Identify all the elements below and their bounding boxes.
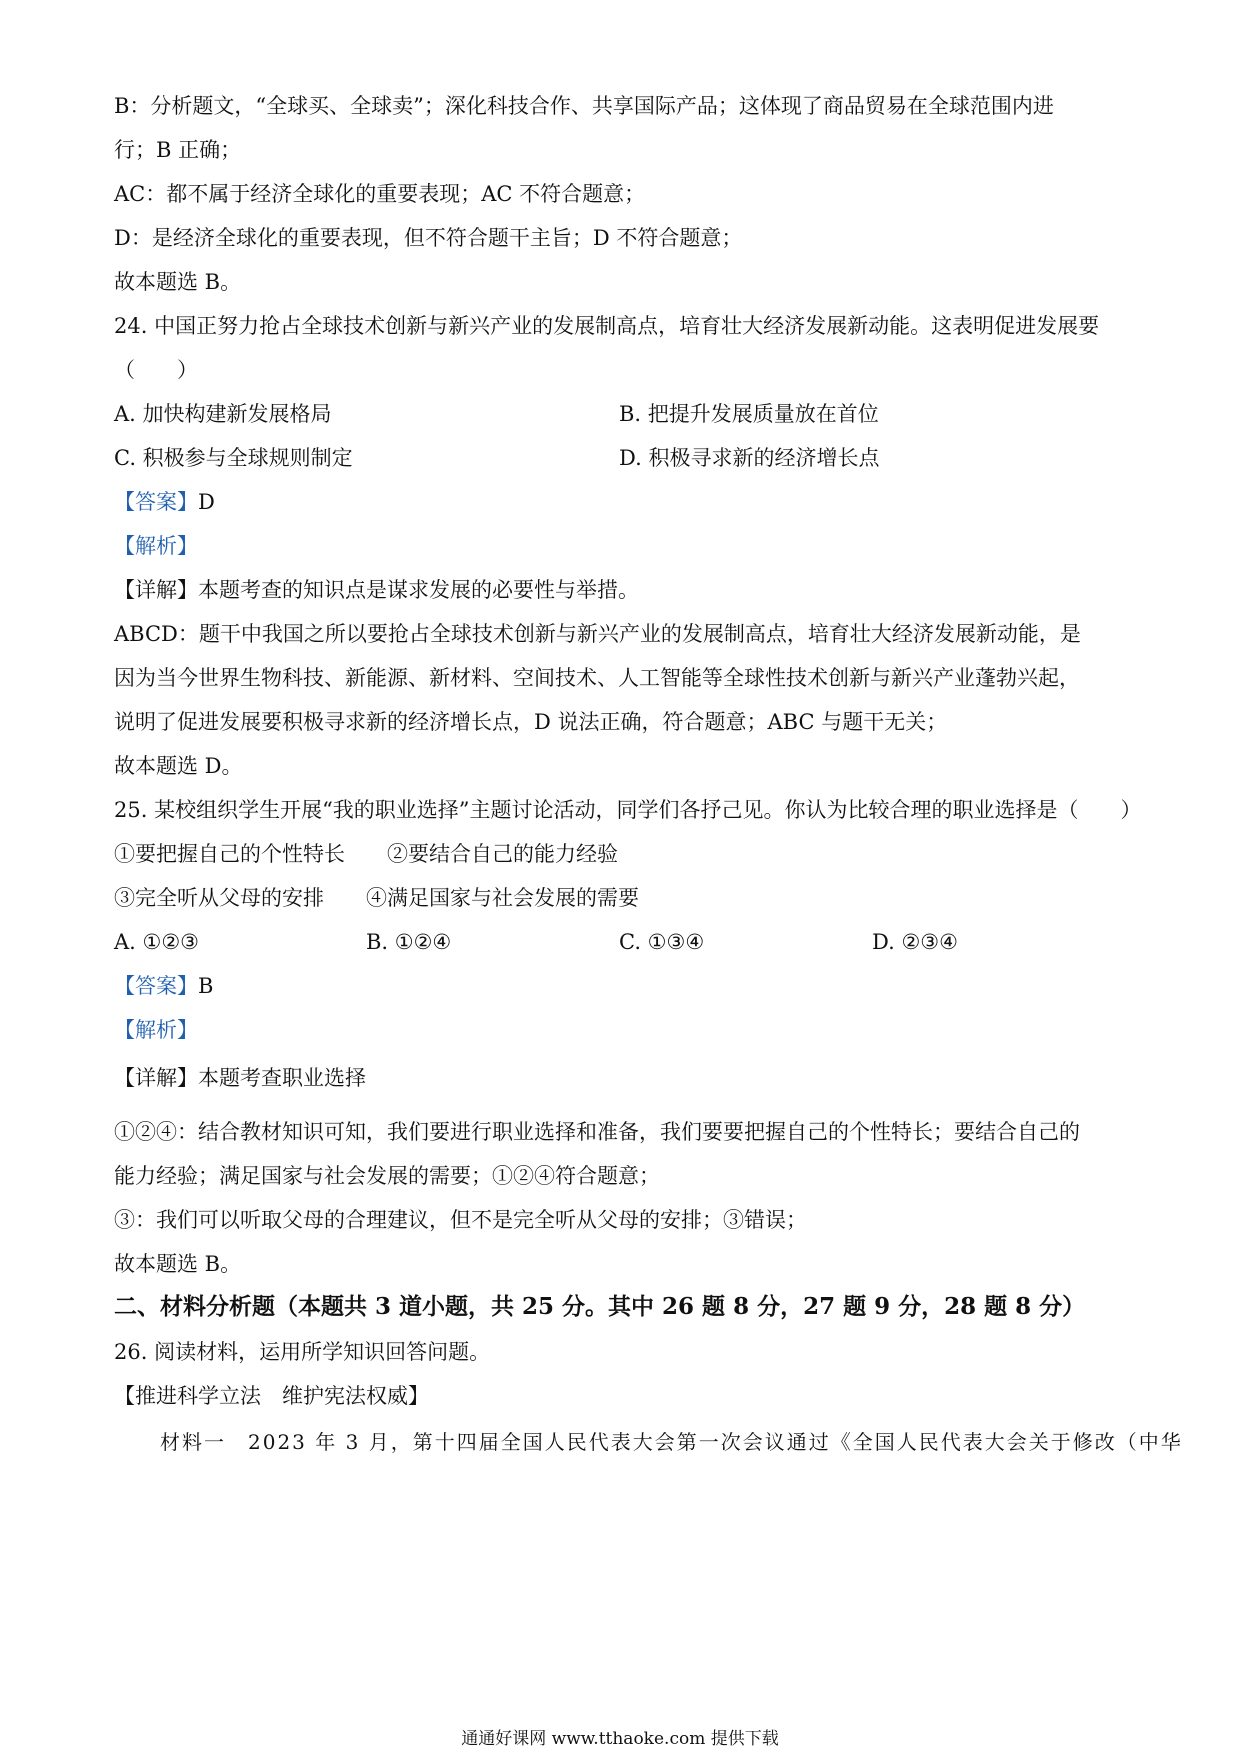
q25-items-1-2: ①要把握自己的个性特长 ②要结合自己的能力经验 [114,842,618,866]
q24-explanation-1: ABCD：题干中我国之所以要抢占全球技术创新与新兴产业的发展制高点，培育壮大经济发展新动能，是 [114,622,1081,646]
explanation-line-b: B：分析题文，“全球买、全球卖”；深化科技合作、共享国际产品；这体现了商品贸易在全球范围内进 [114,94,1054,118]
q24-explanation-2: 因为当今世界生物科技、新能源、新材料、空间技术、人工智能等全球性技术创新与新兴产业蓬勃兴起， [114,666,1080,690]
q25-option-a: A. ①②③ [114,930,199,954]
q24-stem: 24. 中国正努力抢占全球技术创新与新兴产业的发展制高点，培育壮大经济发展新动能。这表明促进发展要 [114,314,1100,338]
explanation-line-ac: AC：都不属于经济全球化的重要表现；AC 不符合题意； [114,182,646,206]
q25-option-b: B. ①②④ [366,930,452,954]
footer-download-note: 通通好课网 www.tthaoke.com 提供下载 [461,1729,779,1749]
q25-explanation-2: 能力经验；满足国家与社会发展的需要；①②④符合题意； [114,1164,660,1188]
q25-stem: 25. 某校组织学生开展“我的职业选择”主题讨论活动，同学们各抒己见。你认为比较合理的职业选择是（ ） [114,798,1142,822]
answer-value: D [198,490,215,514]
q24-answer [114,488,215,516]
q25-answer [114,972,213,1000]
q25-conclusion: 故本题选 B。 [114,1252,242,1276]
explanation-line-b-cont: 行；B 正确； [114,138,242,162]
q26-topic: 【推进科学立法 维护宪法权威】 [114,1384,429,1408]
q25-items-3-4: ③完全听从父母的安排 ④满足国家与社会发展的需要 [114,886,639,910]
q25-analysis-label: 【解析】 [114,1018,198,1042]
q25-option-c: C. ①③④ [619,930,705,954]
explanation-line-d: D：是经济全球化的重要表现，但不符合题干主旨；D 不符合题意； [114,226,743,250]
q24-analysis-label: 【解析】 [114,534,198,558]
q24-option-c: C. 积极参与全球规则制定 [114,446,353,470]
q24-conclusion: 故本题选 D。 [114,754,243,778]
q24-option-a: A. 加快构建新发展格局 [114,402,332,426]
q24-option-d: D. 积极寻求新的经济增长点 [619,446,880,470]
q24-detail: 【详解】本题考查的知识点是谋求发展的必要性与举措。 [114,578,639,602]
conclusion-q23: 故本题选 B。 [114,270,242,294]
section-heading: 二、材料分析题（本题共 3 道小题，共 25 分。其中 26 题 8 分，27 题 9 分，28 题 8 分） [114,1293,1086,1320]
q24-option-b: B. 把提升发展质量放在首位 [619,402,879,426]
q26-material-1: 材料一 2023 年 3 月，第十四届全国人民代表大会第一次会议通过《全国人民代表大会关于修改（中华 [160,1430,1183,1454]
answer-label: 【答案】 [114,490,198,514]
q24-stem-bracket: （ ） [114,358,198,382]
q25-option-d: D. ②③④ [872,930,958,954]
q25-explanation-3: ③：我们可以听取父母的合理建议，但不是完全听从父母的安排；③错误； [114,1208,807,1232]
answer-label: 【答案】 [114,974,198,998]
q26-stem: 26. 阅读材料，运用所学知识回答问题。 [114,1340,491,1364]
q24-explanation-3: 说明了促进发展要积极寻求新的经济增长点，D 说法正确，符合题意；ABC 与题干无关； [114,710,948,734]
q25-explanation-1: ①②④：结合教材知识可知，我们要进行职业选择和准备，我们要要把握自己的个性特长；要结合自己的 [114,1120,1080,1144]
answer-value: B [198,974,214,998]
q25-detail: 【详解】本题考查职业选择 [114,1066,366,1090]
